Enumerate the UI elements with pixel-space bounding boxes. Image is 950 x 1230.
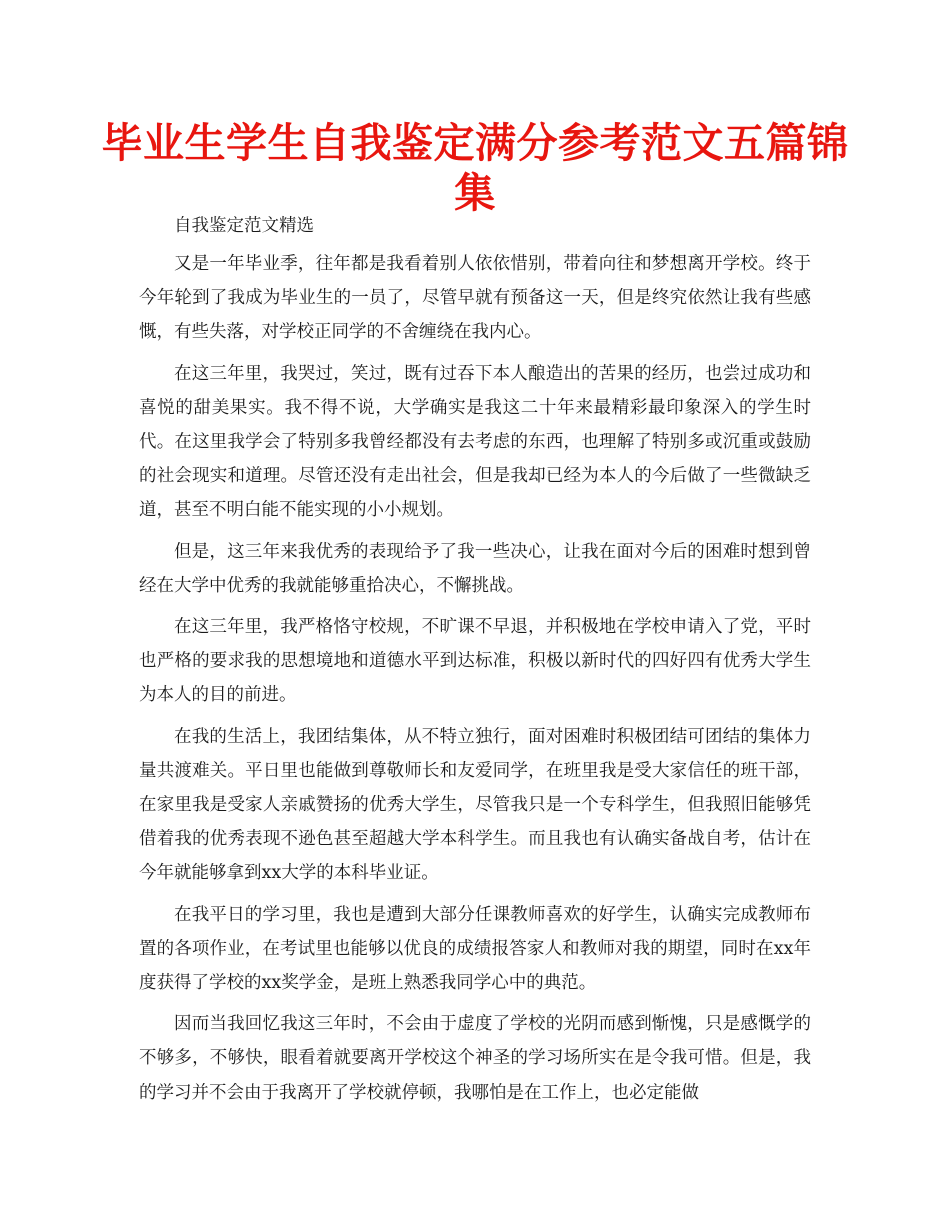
- paragraph-4: 在这三年里，我严格恪守校规，不旷课不早退，并积极地在学校申请入了党，平时也严格的要求我的思想境地和道德水平到达标准，积极以新时代的四好四有优秀大学生为本人的目的前进。: [139, 617, 811, 706]
- paragraph-7: 因而当我回忆我这三年时，不会由于虚度了学校的光阴而感到惭愧，只是感慨学的不够多，不够快，眼看着就要离开学校这个神圣的学习场所实在是令我可惜。但是，我的学习并不会由于我离开了学校就停顿，我哪怕是在工作上，也必定能做: [139, 1014, 811, 1103]
- document-body: [139, 211, 811, 1117]
- paragraph-2: 在这三年里，我哭过，笑过，既有过吞下本人酿造出的苦果的经历，也尝过成功和喜悦的甜美果实。我不得不说，大学确实是我这二十年来最精彩最印象深入的学生时代。在这里我学会了特别多我曾经都没有去考虑的东西，也理解了特别多或沉重或鼓励的社会现实和道理。尽管还没有走出社会，但是我却已经为本人的今后做了一些微缺乏道，甚至不明白能不能实现的小小规划。: [139, 363, 811, 521]
- paragraph-6: 在我平日的学习里，我也是遭到大部分任课教师喜欢的好学生，认确实完成教师布置的各项作业，在考试里也能够以优良的成绩报答家人和教师对我的期望，同时在xx年度获得了学校的xx奖学金，是班上熟悉我同学心中的典范。: [139, 904, 811, 994]
- document-title: 毕业生学生自我鉴定满分参考范文五篇锦集: [101, 119, 849, 217]
- paragraph-3: 但是，这三年来我优秀的表现给予了我一些决心，让我在面对今后的困难时想到曾经在大学中优秀的我就能够重拾决心，不懈挑战。: [139, 541, 811, 596]
- paragraph-5: 在我的生活上，我团结集体，从不特立独行，面对困难时积极团结可团结的集体力量共渡难关。平日里也能做到尊敬师长和友爱同学，在班里我是受大家信任的班干部，在家里我是受家人亲戚赞扬的优秀大学生，尽管我只是一个专科学生，但我照旧能够凭借着我的优秀表现不逊色甚至超越大学本科学生。而且我也有认确实备战自考，估计在今年就能够拿到xx大学的本科毕业证。: [139, 726, 811, 884]
- section-subheading: 自我鉴定范文精选: [174, 216, 314, 236]
- paragraph-1: 又是一年毕业季，往年都是我看着别人依依惜别，带着向往和梦想离开学校。终于今年轮到了我成为毕业生的一员了，尽管早就有预备这一天，但是终究依然让我有些感慨，有些失落，对学校正同学的不舍缠绕在我内心。: [139, 254, 811, 343]
